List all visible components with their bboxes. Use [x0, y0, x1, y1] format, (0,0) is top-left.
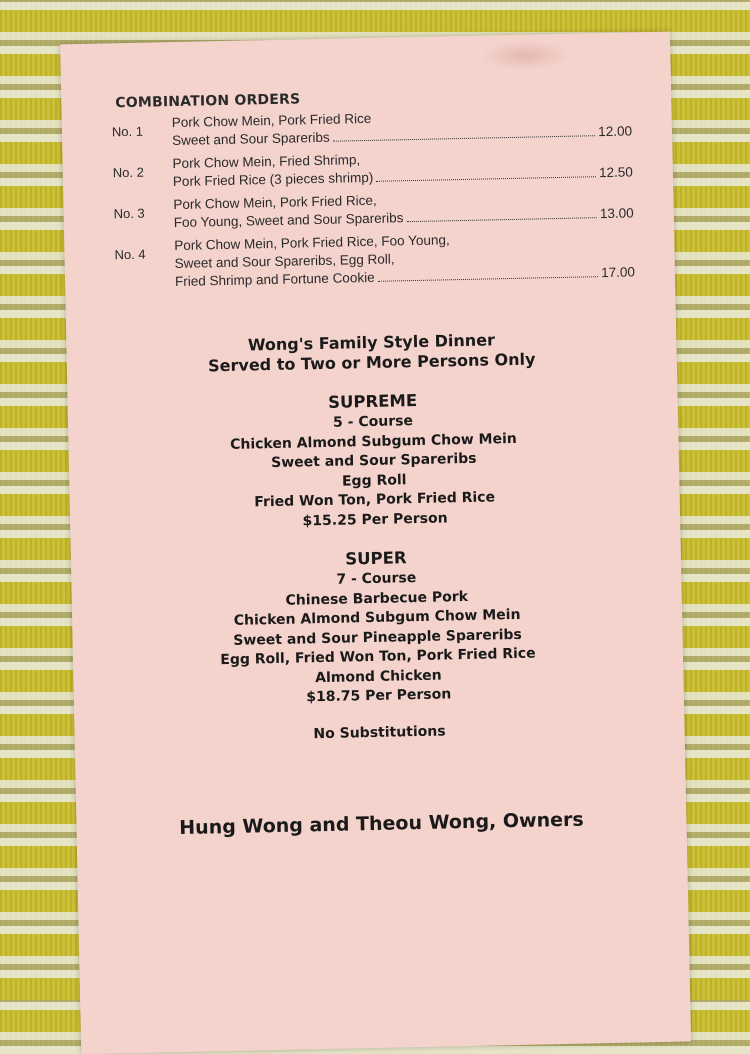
owners-line: Hung Wong and Theou Wong, Owners [179, 808, 584, 839]
combo-price: 17.00 [601, 264, 636, 281]
dinner-price: $15.25 Per Person [302, 509, 448, 529]
supreme-dinner [67, 385, 680, 537]
dinner-item: Egg Roll [341, 471, 407, 490]
combo-price: 12.00 [598, 123, 633, 140]
combo-number: No. 2 [112, 164, 144, 181]
combo-item [112, 145, 633, 192]
dot-leader [407, 217, 598, 222]
combo-price: 13.00 [599, 205, 634, 222]
dot-leader [378, 276, 599, 282]
dinner-item: Chicken Almond Subgum Chow Mein [229, 430, 517, 453]
dinner-name: SUPER [345, 548, 407, 569]
combo-number: No. 1 [111, 123, 144, 140]
combo-line: Pork Chow Mein, Pork Fried Rice, [173, 192, 377, 213]
dinner-item: Chinese Barbecue Pork [285, 588, 469, 609]
combo-item [113, 186, 634, 233]
dinner-item: Almond Chicken [314, 667, 442, 686]
dinner-item: Chicken Almond Subgum Chow Mein [233, 606, 521, 629]
combo-line: Sweet and Sour Spareribs [171, 129, 330, 149]
dinner-name: SUPREME [327, 390, 418, 412]
family-dinner-subtitle: Served to Two or More Persons Only [207, 349, 536, 376]
combo-price: 12.50 [598, 164, 634, 181]
combo-number: No. 4 [114, 246, 146, 263]
dinner-item: Egg Roll, Fried Won Ton, Pork Fried Rice [220, 645, 536, 669]
super-dinner [71, 542, 684, 713]
combo-line: Pork Chow Mein, Pork Fried Rice, Foo Young, [174, 232, 450, 254]
paper-stain [480, 40, 571, 72]
combo-line: Pork Chow Mein, Pork Fried Rice [171, 110, 372, 131]
dinner-item: Sweet and Sour Spareribs [271, 450, 477, 472]
dinner-item: Sweet and Sour Pineapple Spareribs [233, 626, 522, 649]
family-dinner-title: Wong's Family Style Dinner [247, 330, 496, 355]
combination-orders-section [111, 84, 635, 297]
no-substitutions-note: No Substitutions [313, 722, 446, 742]
combo-item [112, 104, 633, 151]
combo-line: Pork Fried Rice (3 pieces shrimp) [172, 169, 374, 190]
dot-leader [376, 176, 596, 182]
combo-line: Fried Shrimp and Fortune Cookie [174, 269, 375, 290]
combo-line: Foo Young, Sweet and Sour Spareribs [173, 210, 404, 231]
dinner-price: $18.75 Per Person [306, 686, 452, 706]
dinner-item: Fried Won Ton, Pork Fried Rice [254, 489, 496, 511]
combination-orders-heading: COMBINATION ORDERS [115, 91, 301, 112]
family-dinner-section [66, 327, 686, 841]
course-count: 7 - Course [336, 570, 417, 588]
dot-leader [333, 135, 596, 141]
combo-line: Sweet and Sour Spareribs, Egg Roll, [174, 251, 395, 272]
combo-number: No. 3 [113, 205, 145, 222]
combo-line: Pork Chow Mein, Fried Shrimp, [172, 152, 361, 172]
menu-sheet [60, 32, 691, 1054]
combo-item [114, 227, 635, 292]
course-count: 5 - Course [332, 413, 414, 431]
